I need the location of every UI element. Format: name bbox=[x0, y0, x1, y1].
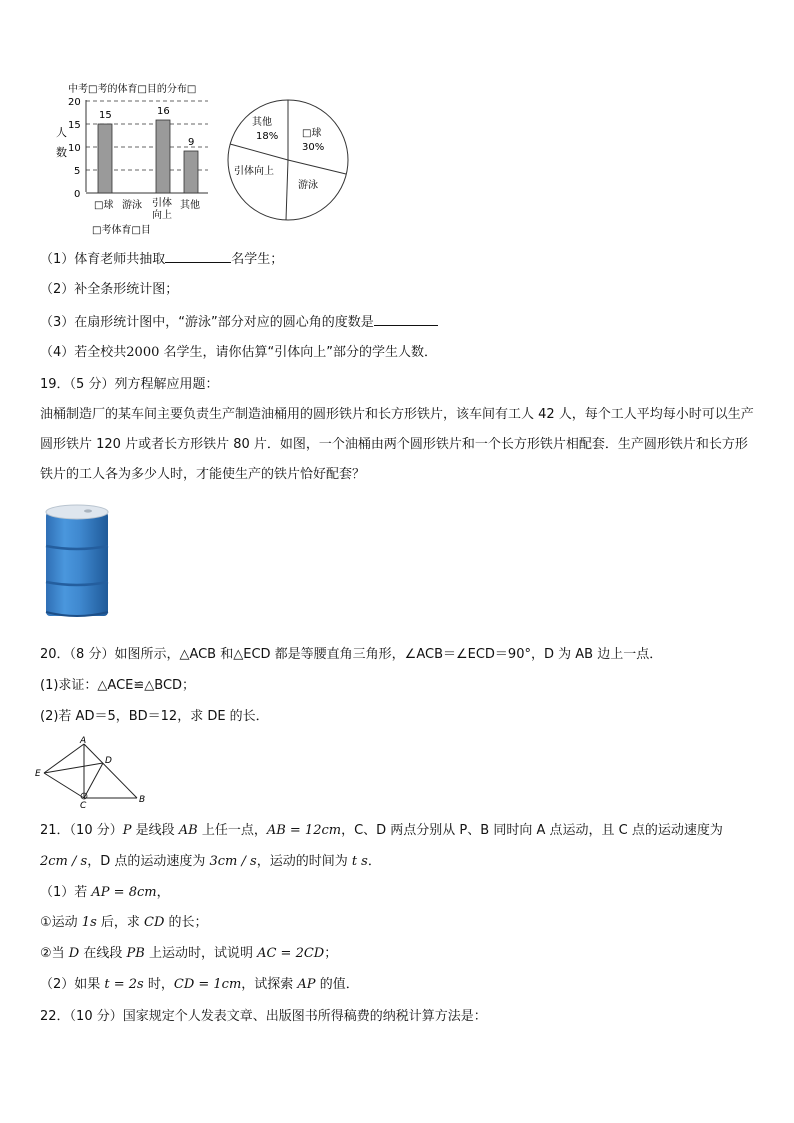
bar-chart-figure bbox=[48, 80, 218, 240]
vertex-label-B: B bbox=[139, 795, 146, 805]
drum-body bbox=[46, 512, 108, 616]
bar-chart-title: 中考□考的体育□目的分布□ bbox=[68, 84, 197, 95]
q20-heading: 20．（8 分）如图所示，△ACB 和△ECD 都是等腰直角三角形，∠ACB＝∠ECD＝90°，D 为 AB 边上一点． bbox=[40, 647, 663, 662]
x-axis-title: □考体育□目 bbox=[92, 225, 151, 236]
q19-body: 油桶制造厂的某车间主要负责生产制造油桶用的圆形铁片和长方形铁片，该车间有工人 42 人，每个工人平均每小时可以生产圆形铁片 120 片或者长方形铁片 80 片．如图，一个油桶由两个圆形铁片和一个长方形铁片相配套．生产圆形铁片和长方形铁片的工人各为多少人时，才能使生产的铁片恰好配套？ bbox=[40, 407, 754, 482]
x-tick-swim: 游泳 bbox=[122, 200, 142, 211]
y-tick-0: 0 bbox=[74, 189, 81, 200]
q18-part2: （2）补全条形统计图； bbox=[40, 282, 179, 297]
bar-pullup bbox=[156, 120, 170, 193]
pie-label-basketball: □球 bbox=[302, 128, 322, 139]
triangle-figure bbox=[34, 736, 154, 810]
vertex-label-D: D bbox=[105, 756, 112, 766]
seg-CD bbox=[84, 763, 103, 798]
q22-heading: 22．（10 分）国家规定个人发表文章、出版图书所得稿费的纳税计算方法是： bbox=[40, 1009, 487, 1024]
seg-ED bbox=[44, 763, 103, 773]
bar-value-other: 9 bbox=[188, 137, 195, 148]
y-tick-15: 15 bbox=[68, 120, 81, 131]
q21-line2: 2cm / s，D 点的运动速度为 3cm / s，运动的时间为 t s． bbox=[40, 854, 381, 869]
bar-other bbox=[184, 151, 198, 193]
bar-basketball bbox=[98, 124, 112, 193]
drum-top bbox=[46, 505, 108, 519]
seg-EC bbox=[44, 773, 84, 798]
vertex-label-C: C bbox=[80, 801, 87, 810]
vertex-label-E: E bbox=[35, 769, 41, 779]
q21-heading: 21．（10 分）P 是线段 AB 上任一点，AB = 12cm，C、D 两点分别从 P、B 同时向 A 点运动，且 C 点的运动速度为 bbox=[40, 823, 723, 838]
x-tick-basketball: □球 bbox=[94, 200, 114, 211]
q21-sub1-item1: ①运动 1s 后，求 CD 的长； bbox=[40, 915, 208, 930]
y-tick-20: 20 bbox=[68, 97, 81, 108]
x-tick-other: 其他 bbox=[180, 200, 200, 211]
q18-part1: （1）体育老师共抽取 名学生； bbox=[40, 252, 284, 267]
q21-sub1-item2: ②当 D 在线段 PB 上运动时，试说明 AC = 2CD； bbox=[40, 946, 338, 961]
vertex-label-A: A bbox=[80, 736, 87, 746]
q19-heading: 19．（5 分）列方程解应用题： bbox=[40, 377, 219, 392]
pie-label-swim: 游泳 bbox=[298, 180, 318, 191]
x-tick-pullup-line2: 向上 bbox=[152, 210, 172, 221]
pie-label-other: 其他 bbox=[252, 117, 272, 128]
y-axis-label-shu: 数 bbox=[56, 146, 67, 159]
q18-part3: （3）在扇形统计图中，“游泳”部分对应的圆心角的度数是 bbox=[40, 313, 438, 331]
pie-chart-figure bbox=[222, 98, 356, 224]
q18-part4: （4）若全校共2000 名学生，请你估算“引体向上”部分的学生人数． bbox=[40, 345, 437, 360]
bar-value-pullup: 16 bbox=[157, 106, 170, 117]
answer-blank-1[interactable] bbox=[165, 250, 231, 263]
pie-pct-other: 18% bbox=[256, 131, 279, 142]
x-tick-pullup: 引体 bbox=[152, 198, 172, 209]
q20-part2: (2)若 AD＝5，BD＝12，求 DE 的长． bbox=[40, 709, 269, 724]
pie-pct-basketball: 30% bbox=[302, 142, 325, 153]
bar-value-basketball: 15 bbox=[99, 110, 112, 121]
y-axis-label-ren: 人 bbox=[56, 126, 67, 139]
pie-label-pullup: 引体向上 bbox=[234, 166, 274, 177]
drum-bung bbox=[84, 509, 92, 512]
seg-EA bbox=[44, 744, 84, 773]
y-tick-10: 10 bbox=[68, 143, 81, 154]
q21-sub1: （1）若 AP = 8cm， bbox=[40, 885, 170, 900]
y-tick-5: 5 bbox=[74, 166, 81, 177]
answer-blank-2[interactable] bbox=[374, 313, 438, 326]
q20-part1: (1)求证：△ACE≌△BCD； bbox=[40, 678, 196, 693]
oil-drum-image bbox=[44, 502, 110, 622]
seg-AB bbox=[84, 744, 137, 798]
q21-sub2: （2）如果 t = 2s 时，CD = 1cm，试探索 AP 的值． bbox=[40, 977, 359, 992]
